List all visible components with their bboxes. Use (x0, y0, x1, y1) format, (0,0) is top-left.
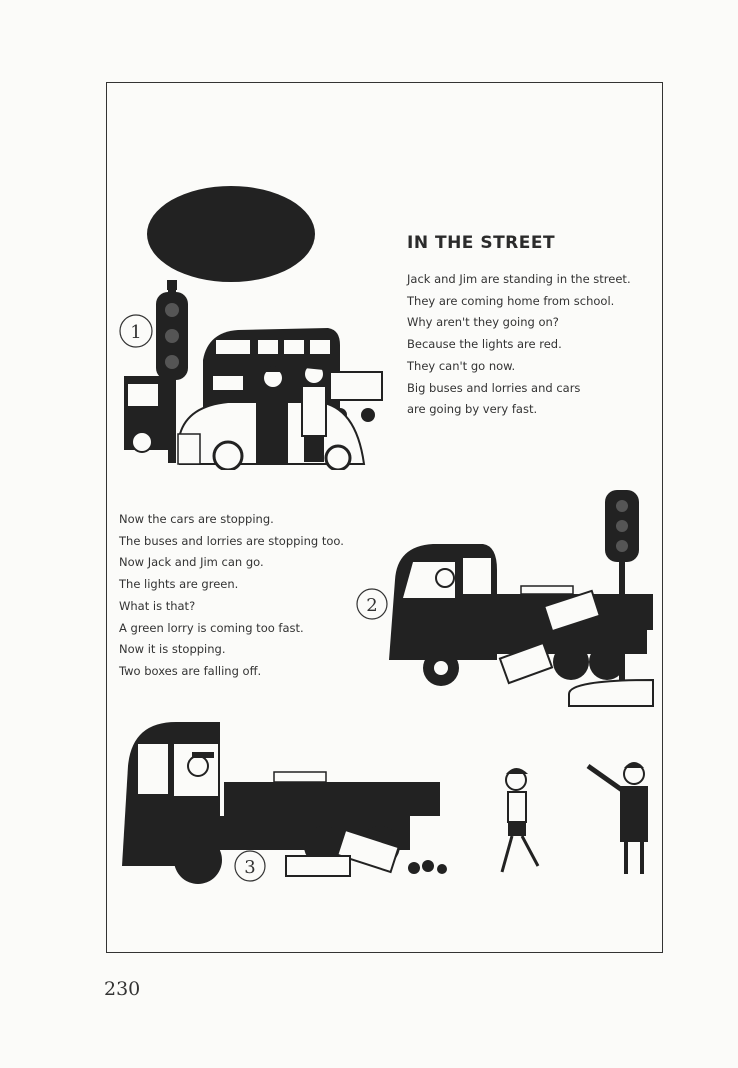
text-line: Because the lights are red. (407, 337, 562, 352)
car-left-icon (124, 376, 168, 452)
text-line: Two boxes are falling off. (119, 663, 262, 678)
boy-waving-icon (588, 762, 648, 874)
text-line: They can't go now. (407, 358, 516, 373)
text-line: The lights are green. (119, 577, 239, 592)
text-line: Now the cars are stopping. (119, 512, 274, 526)
boy-jim-icon (302, 362, 326, 462)
text-line: A green lorry is coming too fast. (119, 620, 304, 635)
svg-text:1: 1 (130, 322, 142, 343)
svg-text:3: 3 (244, 857, 256, 878)
text-line: are going by very fast. (407, 402, 538, 417)
illustration-street-scene-3 (118, 716, 658, 886)
paragraph-1 (407, 269, 631, 421)
page-number: 230 (104, 978, 141, 1000)
text-line: Big buses and lorries and cars (407, 380, 581, 395)
scene-number-badge (235, 851, 265, 881)
scene-number-badge (357, 589, 387, 619)
text-line: They are coming home from school. (407, 293, 615, 308)
text-line: What is that? (119, 598, 196, 613)
text-line: Now Jack and Jim can go. (119, 555, 264, 570)
illustration-street-scene-1 (118, 180, 388, 470)
text-line: Jack and Jim are standing in the street. (407, 272, 631, 286)
text-line: The buses and lorries are stopping too. (119, 533, 344, 548)
svg-text:2: 2 (366, 595, 378, 616)
text-line: Why aren't they going on? (407, 315, 559, 330)
boy-walking-icon (502, 768, 538, 872)
text-line: Now it is stopping. (119, 642, 226, 657)
paragraph-2 (119, 509, 344, 683)
scene-number-badge (120, 315, 152, 347)
page-title: IN THE STREET (407, 233, 556, 253)
red-light-ellipse (147, 186, 315, 282)
illustration-street-scene-2 (355, 480, 659, 712)
